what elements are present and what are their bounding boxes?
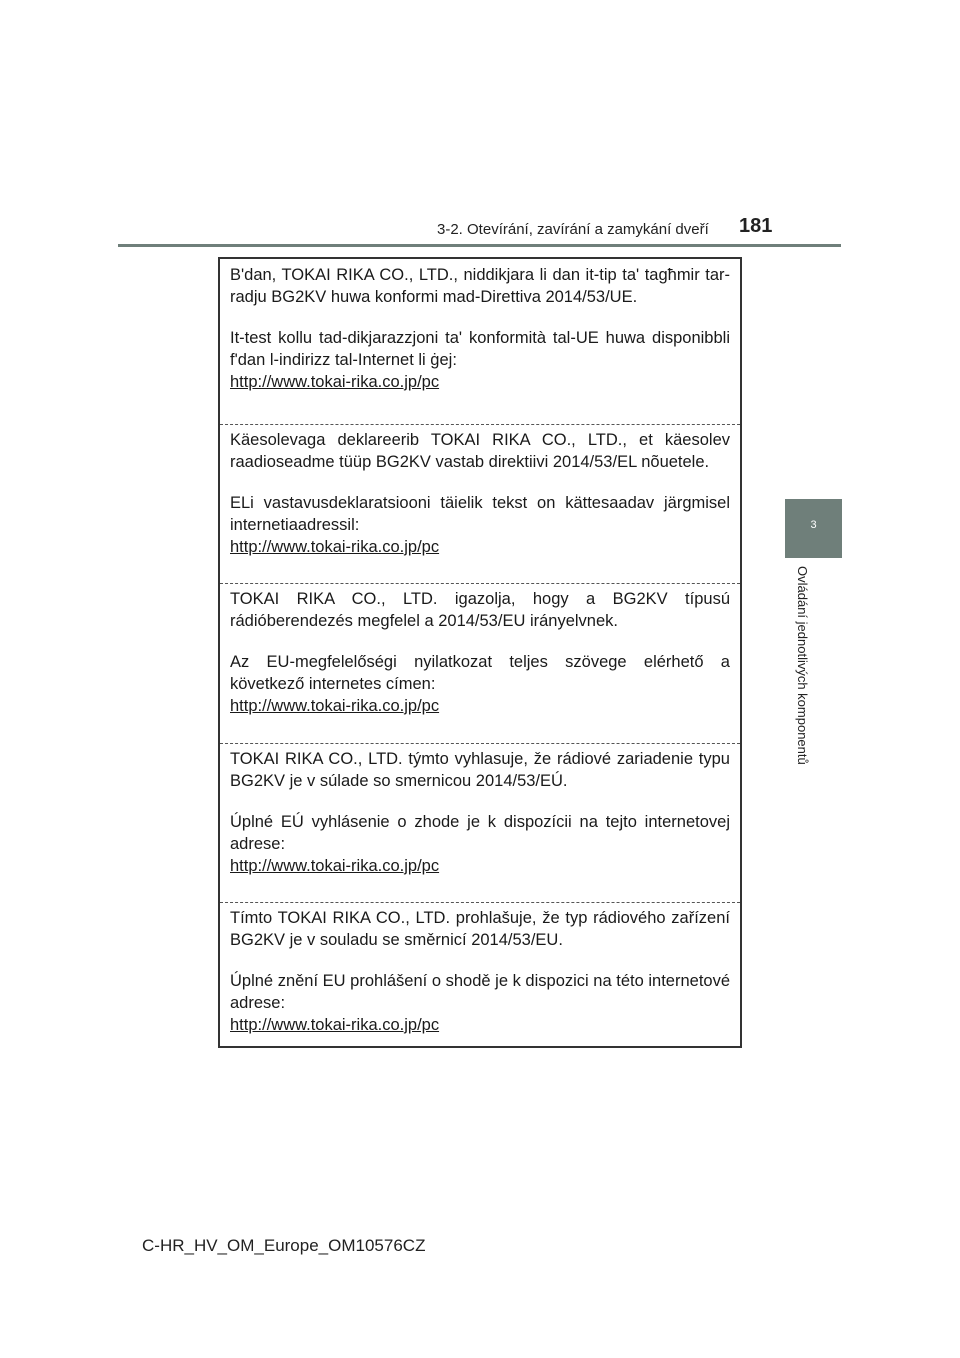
section-divider: [220, 902, 740, 903]
page-number: 181: [739, 215, 773, 237]
section-divider: [220, 743, 740, 744]
declaration-url[interactable]: http://www.tokai-rika.co.jp/pc: [230, 373, 440, 391]
declaration-hungarian: [220, 588, 740, 717]
section-divider: [220, 424, 740, 425]
declaration-availability: ELi vastavusdeklaratsiooni täielik tekst on kättesaadav järgmisel internetiaadressil:: [230, 494, 730, 534]
declaration-availability: Az EU-megfelelőségi nyilatkozat teljes szövege elérhető a következő internetes címen:: [230, 653, 730, 693]
declaration-estonian: [220, 429, 740, 558]
declaration-slovak: [220, 748, 740, 877]
chapter-title: Ovládání jednotlivých komponentů: [795, 566, 810, 765]
chapter-number: 3: [810, 519, 817, 531]
declaration-url[interactable]: http://www.tokai-rika.co.jp/pc: [230, 1016, 440, 1034]
declaration-statement: Tímto TOKAI RIKA CO., LTD. prohlašuje, že typ rádiového zařízení BG2KV je v souladu se směrnicí 2014/53/EU.: [230, 909, 730, 949]
declaration-url[interactable]: http://www.tokai-rika.co.jp/pc: [230, 697, 440, 715]
declaration-statement: TOKAI RIKA CO., LTD. týmto vyhlasuje, že rádiové zariadenie typu BG2KV je v súlade so smernicou 2014/53/EÚ.: [230, 750, 730, 790]
declaration-maltese: [220, 264, 740, 393]
declaration-statement: Käesolevaga deklareerib TOKAI RIKA CO., LTD., et käesolev raadioseadme tüüp BG2KV vastab direktiivi 2014/53/EL nõuetele.: [230, 431, 730, 471]
declaration-url[interactable]: http://www.tokai-rika.co.jp/pc: [230, 857, 440, 875]
declaration-statement: B'dan, TOKAI RIKA CO., LTD., niddikjara li dan it-tip ta' tagħmir tar-radju BG2KV huwa konformi mad-Direttiva 2014/53/UE.: [230, 266, 730, 306]
declaration-availability: Úplné EÚ vyhlásenie o zhode je k dispozícii na tejto internetovej adrese:: [230, 813, 730, 853]
section-divider: [220, 583, 740, 584]
chapter-tab: [785, 499, 842, 558]
section-title: 3-2. Otevírání, zavírání a zamykání dveří: [437, 221, 709, 238]
declaration-statement: TOKAI RIKA CO., LTD. igazolja, hogy a BG2KV típusú rádióberendezés megfelel a 2014/53/EU irányelvnek.: [230, 590, 730, 630]
document-id: C-HR_HV_OM_Europe_OM10576CZ: [142, 1236, 426, 1255]
declaration-czech: [220, 907, 740, 1036]
declaration-availability: Úplné znění EU prohlášení o shodě je k dispozici na této internetové adrese:: [230, 972, 730, 1012]
declarations-box: [218, 257, 742, 1048]
declaration-url[interactable]: http://www.tokai-rika.co.jp/pc: [230, 538, 440, 556]
header-rule: [118, 244, 841, 247]
declaration-availability: It-test kollu tad-dikjarazzjoni ta' konformità tal-UE huwa disponibbli f'dan l-indirizz tal-Internet li ġej:: [230, 329, 730, 369]
